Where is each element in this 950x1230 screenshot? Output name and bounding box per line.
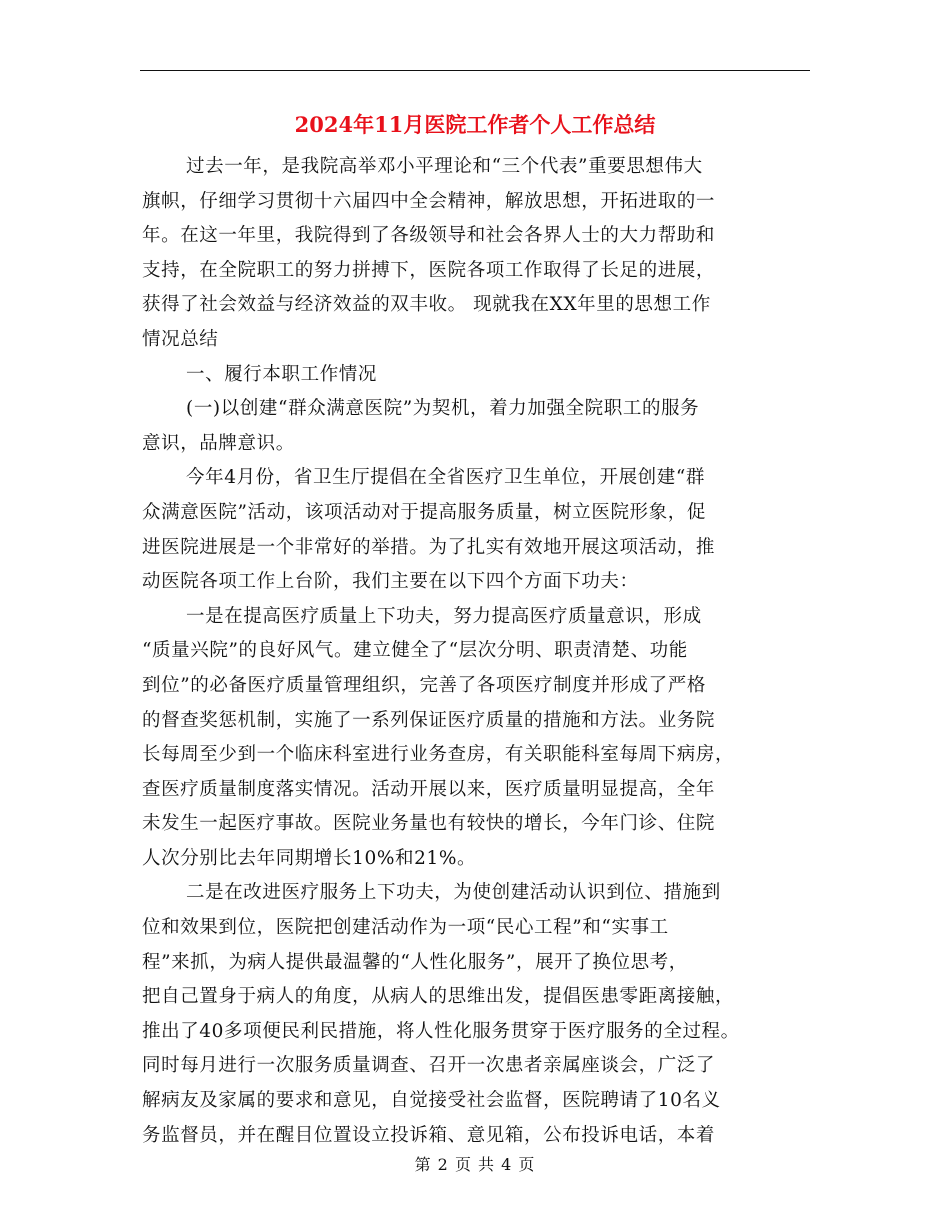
paragraph-line: 获得了社会效益与经济效益的双丰收。 现就我在XX年里的思想工作 [142,294,711,316]
paragraph-line: “质量兴院”的良好风气。建立健全了“层次分明、职责清楚、功能 [142,640,688,662]
section-heading: 一、履行本职工作情况 [186,363,378,385]
paragraph-line: 同时每月进行一次服务质量调查、召开一次患者亲属座谈会，广泛了 [142,1055,716,1077]
paragraph-line: 务监督员，并在醒目位置设立投诉箱、意见箱，公布投诉电话，本着 [142,1124,716,1146]
paragraph-line: 二是在改进医疗服务上下功夫，为使创建活动认识到位、措施到 [186,882,721,904]
paragraph-line: 情况总结 [142,328,219,350]
paragraph-line: 把自己置身于病人的角度，从病人的思维出发，提倡医患零距离接触， [142,986,735,1008]
paragraph-line: 今年4月份，省卫生厅提倡在全省医疗卫生单位，开展创建“群 [186,467,706,489]
paragraph-line: 位和效果到位，医院把创建活动作为一项“民心工程”和“实事工 [142,917,669,939]
header-rule [140,70,810,71]
subsection-heading: 意识，品牌意识。 [142,432,295,454]
paragraph-line: 解病友及家属的要求和意见，自觉接受社会监督，医院聘请了10名义 [142,1090,721,1112]
paragraph-line: 查医疗质量制度落实情况。活动开展以来，医疗质量明显提高，全年 [142,778,716,800]
paragraph-line: 过去一年，是我院高举邓小平理论和“三个代表”重要思想伟大 [186,156,703,177]
paragraph-line: 的督查奖惩机制，实施了一系列保证医疗质量的措施和方法。业务院 [142,709,716,731]
paragraph-line: 程”来抓，为病人提供最温馨的“人性化服务”，展开了换位思考， [142,951,688,973]
paragraph-line: 到位”的必备医疗质量管理组织，完善了各项医疗制度并形成了严格 [142,674,706,696]
page-number: 第 2 页 共 4 页 [414,1155,536,1174]
paragraph-line: 旗帜，仔细学习贯彻十六届四中全会精神，解放思想，开拓进取的一 [142,190,716,212]
paragraph-line: 人次分别比去年同期增长10%和21%。 [142,847,477,869]
document-title: 2024年11月医院工作者个人工作总结 [294,112,656,137]
subsection-heading: (一)以创建“群众满意医院”为契机，着力加强全院职工的服务 [186,398,700,420]
paragraph-line: 支持，在全院职工的努力拼搏下，医院各项工作取得了长足的进展， [142,259,716,281]
document-body [142,150,812,1153]
paragraph-line: 众满意医院”活动，该项活动对于提高服务质量，树立医院形象，促 [142,501,706,523]
paragraph-line: 推出了40多项便民利民措施，将人性化服务贯穿于医疗服务的全过程。 [142,1020,740,1042]
paragraph-line: 长每周至少到一个临床科室进行业务查房，有关职能科室每周下病房， [142,744,735,766]
paragraph-line: 动医院各项工作上台阶，我们主要在以下四个方面下功夫： [142,571,639,593]
paragraph-line: 进医院进展是一个非常好的举措。为了扎实有效地开展这项活动，推 [142,536,716,558]
paragraph-line: 一是在提高医疗质量上下功夫，努力提高医疗质量意识，形成 [186,605,702,627]
paragraph-line: 未发生一起医疗事故。医院业务量也有较快的增长，今年门诊、住院 [142,813,716,835]
paragraph-line: 年。在这一年里，我院得到了各级领导和社会各界人士的大力帮助和 [142,225,716,247]
